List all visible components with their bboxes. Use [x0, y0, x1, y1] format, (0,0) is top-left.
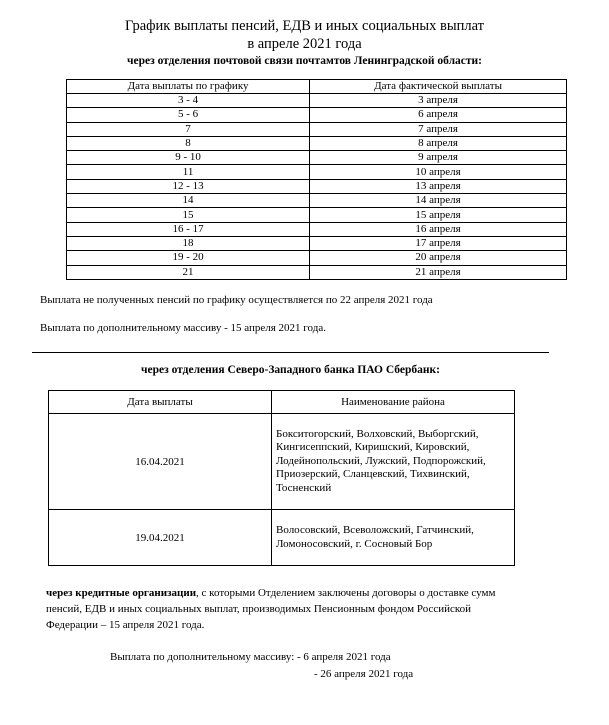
credit-line1: , с которыми Отделением заключены договоры о доставке сумм	[196, 587, 496, 599]
scheduled-date-cell: 3 - 4	[67, 94, 310, 108]
district-line: Приозерский, Сланцевский, Тихвинский,	[276, 468, 470, 481]
post-schedule-table	[66, 79, 567, 280]
bank-schedule-table	[48, 390, 515, 566]
table-row	[67, 251, 567, 265]
table-row	[49, 414, 515, 510]
actual-date-cell: 7 апреля	[310, 122, 567, 136]
scheduled-date-cell: 14	[67, 194, 310, 208]
scheduled-date-cell: 7	[67, 122, 310, 136]
district-line: Лодейнопольский, Лужский, Подпорожский,	[276, 454, 486, 467]
district-line: Ломоносовский, г. Сосновый Бор	[276, 537, 433, 550]
actual-date-cell: 14 апреля	[310, 194, 567, 208]
scheduled-date-cell: 21	[67, 265, 310, 279]
table-row	[49, 510, 515, 566]
actual-date-cell: 3 апреля	[310, 94, 567, 108]
actual-date-cell: 17 апреля	[310, 236, 567, 250]
district-line: Волосовский, Всеволожский, Гатчинский,	[276, 524, 474, 536]
scheduled-date-cell: 18	[67, 236, 310, 250]
table-row	[67, 94, 567, 108]
table-row	[67, 136, 567, 150]
payment-date-cell: 16.04.2021	[49, 414, 272, 510]
col-district-header: Наименование района	[272, 391, 515, 414]
table-row	[67, 208, 567, 222]
payment-date-cell: 19.04.2021	[49, 510, 272, 566]
actual-date-cell: 10 апреля	[310, 165, 567, 179]
scheduled-date-cell: 19 - 20	[67, 251, 310, 265]
col-actual-header: Дата фактической выплаты	[310, 80, 567, 94]
scheduled-date-cell: 16 - 17	[67, 222, 310, 236]
district-line: Тосненский	[276, 481, 332, 494]
table-row	[67, 194, 567, 208]
table-row	[67, 165, 567, 179]
note-unpaid: Выплата не полученных пенсий по графику осуществляется по 22 апреля 2021 года	[40, 294, 433, 306]
district-list-cell	[272, 510, 515, 566]
actual-date-cell: 15 апреля	[310, 208, 567, 222]
credit-line2: пенсий, ЕДВ и иных социальных выплат, производимых Пенсионным фондом Российской	[46, 603, 472, 615]
table-row	[67, 265, 567, 279]
col-scheduled-header: Дата выплаты по графику	[67, 80, 310, 94]
scheduled-date-cell: 15	[67, 208, 310, 222]
actual-date-cell: 20 апреля	[310, 251, 567, 265]
district-line: Бокситогорский, Волховский, Выборгский,	[276, 427, 479, 440]
actual-date-cell: 21 апреля	[310, 265, 567, 279]
actual-date-cell: 9 апреля	[310, 151, 567, 165]
col-date-header: Дата выплаты	[49, 391, 272, 414]
post-heading: через отделения почтовой связи почтамтов Ленинградской области:	[126, 55, 483, 67]
credit-bold: через кредитные организации	[46, 587, 197, 599]
table-row	[67, 108, 567, 122]
scheduled-date-cell: 12 - 13	[67, 179, 310, 193]
table-row	[67, 179, 567, 193]
credit-paragraph	[46, 585, 567, 633]
scheduled-date-cell: 5 - 6	[67, 108, 310, 122]
scheduled-date-cell: 11	[67, 165, 310, 179]
additional-bottom-line2: - 26 апреля 2021 года	[314, 668, 414, 680]
scheduled-date-cell: 9 - 10	[67, 151, 310, 165]
bank-heading: через отделения Северо-Западного банка ПАО Сбербанк:	[141, 364, 440, 376]
credit-line3: Федерации – 15 апреля 2021 года.	[46, 619, 205, 631]
actual-date-cell: 16 апреля	[310, 222, 567, 236]
table-row	[67, 151, 567, 165]
actual-date-cell: 8 апреля	[310, 136, 567, 150]
table-row	[67, 236, 567, 250]
actual-date-cell: 13 апреля	[310, 179, 567, 193]
note-additional: Выплата по дополнительному массиву - 15 апреля 2021 года.	[40, 322, 326, 334]
additional-bottom-line1: Выплата по дополнительному массиву: - 6 апреля 2021 года	[110, 651, 391, 663]
table-row	[67, 222, 567, 236]
table-row	[67, 122, 567, 136]
district-list-cell	[272, 414, 515, 510]
scheduled-date-cell: 8	[67, 136, 310, 150]
title-line-1: График выплаты пенсий, ЕДВ и иных социальных выплат	[124, 18, 485, 34]
district-line: Кингисеппский, Киришский, Кировский,	[276, 441, 470, 454]
title-line-2: в апреле 2021 года	[247, 36, 362, 52]
divider	[32, 352, 549, 353]
actual-date-cell: 6 апреля	[310, 108, 567, 122]
